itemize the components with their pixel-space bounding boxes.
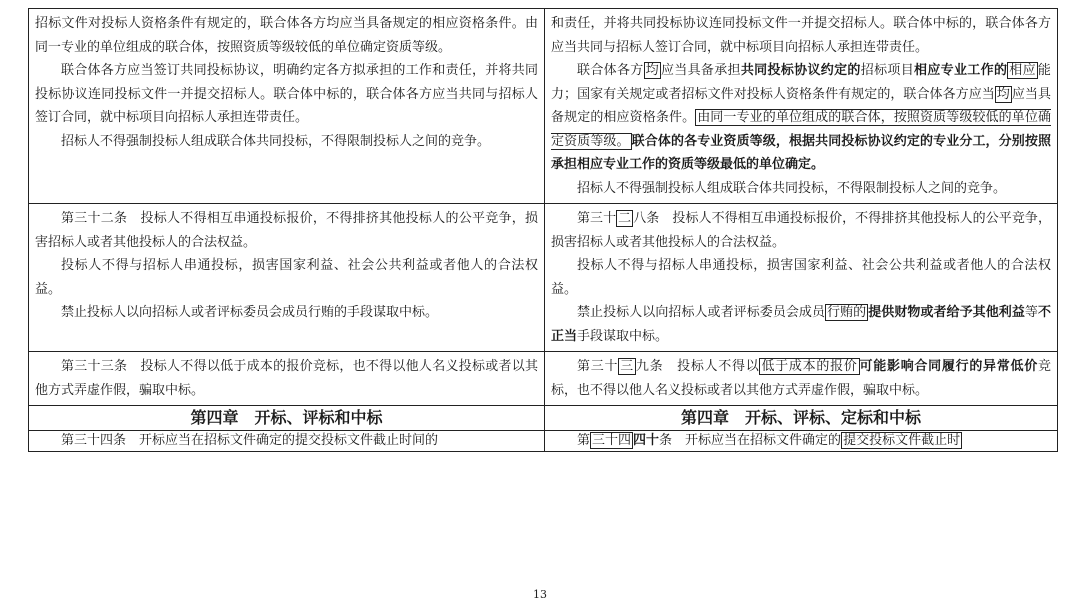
- paragraph: 和责任，并将共同投标协议连同投标文件一并提交招标人。联合体中标的，联合体各方应当共同与招标人签订合同，就中标项目向招标人承担连带责任。: [551, 16, 1051, 55]
- paragraph: [551, 207, 1051, 254]
- text-run: 应当具备承担: [660, 63, 741, 78]
- original-text-cell: [29, 9, 545, 204]
- text-run: 竞标，也不得以他人名义投标或者以其他方式弄虚作假，骗取中标。: [551, 359, 1051, 398]
- text-run: 八条 投标人不得相互串通投标报价，不得排挤其他投标人的公平竞争，损害招标人或者其他投标人的合法权益。: [551, 211, 1051, 250]
- chapter-heading-row: [29, 406, 1058, 431]
- deleted-text-box: 二: [618, 211, 632, 226]
- table-row: [29, 204, 1058, 352]
- added-text: 可能影响合同履行的异常低价: [859, 359, 1038, 374]
- paragraph: 投标人不得与招标人串通投标，损害国家利益、社会公共利益或者他人的合法权益。: [35, 258, 538, 297]
- original-text-cell: [29, 431, 545, 452]
- text-run: 手段谋取中标。: [577, 328, 669, 344]
- table-row: [29, 9, 1058, 204]
- added-text: 联合体的各专业资质等级，根据共同投标协议约定的专业分工，分别按照承担相应专业工作的资质等级最低的单位确定。: [551, 133, 1051, 172]
- paragraph: 第三十三条 投标人不得以低于成本的报价竞标，也不得以他人名义投标或者以其他方式弄虚作假，骗取中标。: [35, 359, 538, 398]
- text-run: 第三十: [577, 359, 619, 374]
- chapter-heading-original: 第四章 开标、评标和中标: [29, 406, 545, 431]
- paragraph: 招标人不得强制投标人组成联合体共同投标，不得限制投标人之间的竞争。: [577, 180, 1007, 196]
- text-run: 应当具备规定的相应资格条件。: [551, 86, 1051, 125]
- paragraph: [551, 59, 1051, 177]
- deleted-text-box: 提交投标文件截止时: [843, 433, 961, 448]
- table-row: [29, 352, 1058, 406]
- text-run: 禁止投标人以向招标人或者评标委员会成员: [577, 305, 826, 320]
- added-text: 相应专业工作的: [914, 63, 1008, 78]
- deleted-text-box: 三: [620, 359, 634, 374]
- original-text-cell: [29, 352, 545, 406]
- page-number: 13: [533, 588, 547, 601]
- comparison-table-wrapper: [28, 8, 1057, 452]
- paragraph: 第三十二条 投标人不得相互串通投标报价，不得排挤其他投标人的公平竞争，损害招标人或者其他投标人的合法权益。: [35, 211, 538, 250]
- added-text: 不正当: [551, 305, 1051, 344]
- deleted-text-box: 均: [645, 63, 659, 78]
- paragraph: 招标人不得强制投标人组成联合体共同投标，不得限制投标人之间的竞争。: [61, 133, 491, 149]
- original-text-cell: [29, 204, 545, 352]
- paragraph: 招标文件对投标人资格条件有规定的，联合体各方均应当具备规定的相应资格条件。由同一专业的单位组成的联合体，按照资质等级较低的单位确定资质等级。: [35, 16, 538, 55]
- revised-text-cell: [545, 9, 1058, 204]
- deleted-text-box: 低于成本的报价: [761, 359, 858, 374]
- deleted-text-box: 行贿的: [827, 305, 867, 320]
- revised-text-cell: [545, 431, 1058, 452]
- added-text: 提供财物或者给予其他利益: [868, 305, 1025, 320]
- text-run: 招标项目: [860, 63, 915, 78]
- paragraph: [551, 355, 1051, 402]
- text-run: 条 开标应当在招标文件确定的: [659, 433, 842, 448]
- text-run: 第三十: [577, 211, 617, 226]
- paragraph: 联合体各方应当签订共同投标协议，明确约定各方拟承担的工作和责任，并将共同投标协议连同投标文件一并提交招标人。联合体中标的，联合体各方应当共同与招标人签订合同，就中标项目向招标人承担连带责任。: [35, 63, 538, 125]
- text-run: 联合体各方: [577, 63, 644, 78]
- paragraph: 投标人不得与招标人串通投标，损害国家利益、社会公共利益或者他人的合法权益。: [551, 258, 1051, 297]
- added-text: 共同投标协议约定的: [740, 63, 861, 78]
- paragraph: 禁止投标人以向招标人或者评标委员会成员行贿的手段谋取中标。: [61, 305, 439, 320]
- text-run: 第: [577, 433, 591, 448]
- text-run: 等: [1024, 305, 1038, 320]
- text-run: 能力；国家有关规定或者招标文件对投标人资格条件有规定的，联合体各方应当: [551, 63, 1051, 102]
- table-row: [29, 431, 1058, 452]
- paragraph: 第三十四条 开标应当在招标文件确定的提交投标文件截止时间的: [61, 433, 439, 448]
- chapter-heading-revised: 第四章 开标、评标、定标和中标: [545, 406, 1058, 431]
- deleted-text-box: 均: [996, 86, 1010, 102]
- added-text: 四十: [633, 433, 660, 448]
- revised-text-cell: [545, 204, 1058, 352]
- deleted-text-box: 三十四: [592, 433, 632, 448]
- comparison-table: [28, 8, 1058, 452]
- text-run: 九条 投标人不得以: [635, 359, 760, 374]
- revised-text-cell: [545, 352, 1058, 406]
- paragraph: [551, 301, 1051, 348]
- deleted-text-box: 由同一专业的单位组成的联合体，按照资质等级较低的单位确定资质等级。: [551, 110, 1051, 149]
- deleted-text-box: 相应: [1009, 63, 1036, 78]
- paragraph: [551, 432, 1051, 450]
